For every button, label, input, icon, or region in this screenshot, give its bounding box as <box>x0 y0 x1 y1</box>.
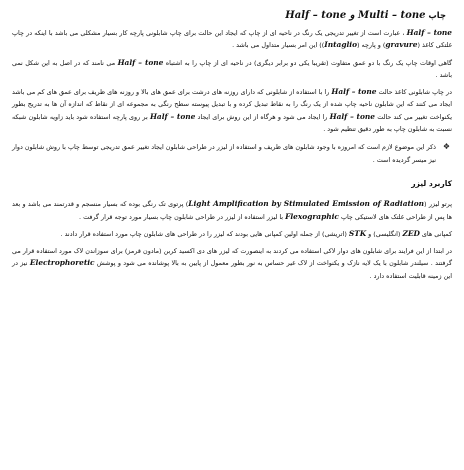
paragraph-text: (اتریشی) از جمله اولین کمپانی هایی بودند که لیزر را در طراحی های شابلون چاپ مورد استفاده قرار دادند . <box>60 229 349 238</box>
term-halftone: Half – tone <box>117 57 164 67</box>
paragraph-text: ، عبارت است از تغییر تدریجی یک رنگ در ناحیه ای از چاپ که ایجاد این حالت برای چاپ شابلونی پارچه کار بسیار مشکلی می باشد با اینکه در چاپ غلتکی کاغذ ( <box>12 29 452 50</box>
term-flexographic: Flexographic <box>285 211 339 221</box>
paragraph-misnaming <box>12 57 452 82</box>
paragraph-text: پرتو لیزر ( <box>424 200 452 209</box>
paragraph-text: گاهی اوقات چاپ یک رنگ با دو عمق متفاوت (تقریبا یکی دو برابر دیگری) در ناحیه ای از چاپ را به اشتباه <box>163 58 452 67</box>
paragraph-laser-definition <box>12 198 452 223</box>
diamond-bullet-icon: ❖ <box>442 142 450 152</box>
section-heading: کاربرد لیزر <box>411 178 452 188</box>
paragraph-text: کمپانی های <box>419 229 452 238</box>
term-electrophoretic: Electrophoretic <box>29 258 95 268</box>
term-halftone: Half – tone <box>331 87 377 97</box>
paragraph-text: ) پرتوی تک رنگی بوده که بسیار منسجم و قدرتمند می باشد و بعد ها پس از طراحی غلتک های لاستیکی چاپ <box>12 200 452 221</box>
term-intaglio: Intaglio <box>324 40 358 50</box>
paragraph-text: ) و پارچه ( <box>357 41 386 50</box>
paragraph-text: می نامند که در اصل به این شکل نمی باشد . <box>12 58 452 79</box>
title-latin: Half – tone و Multi – tone <box>285 10 426 21</box>
paragraph-text: (انگلیسی) و <box>366 229 403 238</box>
paragraph-text: در ابتدا از این فرایند برای شابلون های دوار لاکی استفاده می کردند به اینصورت که لیزر های دی اکسید کربن (مادون قرمز) برای سوزاندن لاک مورد استفاده قرار می گرفتند . سیلندر شابلون با یک لایه نازک و یکنواخت از لاک غیر حساس به نور بطور معمول از پایین به بالا پوشانده می شود و پوشش <box>12 247 452 268</box>
paragraph-text: )) این امر بسیار متداول می باشد . <box>232 41 325 50</box>
paragraph-text: را با استفاده از شابلونی که دارای روزنه های درشت برای عمق های بالا و روزنه های ظریف برای عمق های کم می باشد ایجاد می کنند که این شابلون ناحیه چاپ شده از یک رنگ را به نقاط تبدیل کرده و با تبدیل پیوسته سطح رنگی به مجموعه ای از نقاط که اندازه آن ها به تدریج بطور یکنواخت تغییر می کند حالت <box>12 88 453 121</box>
page-title <box>12 8 446 23</box>
title-persian: چاپ <box>428 10 446 20</box>
term-halftone: Half – tone <box>406 28 452 37</box>
paragraph-text: در چاپ شابلونی کاغذ حالت <box>376 88 452 97</box>
term-gravure: gravure <box>385 40 418 50</box>
term-zed: ZED <box>402 228 420 238</box>
bullet-text: ذکر این موضوع لازم است که امروزه با وجود شابلون های ظریف و استفاده از لیزر در طراحی شابلون ایجاد تغییر عمق تدریجی توسط چاپ با روش شابلون دوار نیز میسر گردیده است . <box>12 143 436 164</box>
paragraph-text: نیز در این زمینه قابلیت استفاده دارد . <box>12 259 452 280</box>
paragraph-lacquer-process <box>12 245 452 282</box>
paragraph-text: بر روی پارچه استفاده شود باید زاویه شابلون شبکه نسبت به شابلون چاپ به طور دقیق تنظیم شود . <box>12 112 452 134</box>
bullet-note <box>12 141 452 166</box>
term-halftone: Half – tone <box>149 111 196 121</box>
paragraph-text: با لیزر استفاده از لیزر در طراحی شابلون چاپ بسیار مورد توجه قرار گرفت . <box>79 212 286 221</box>
term-stk: STK <box>348 228 367 238</box>
paragraph-screen-printing <box>12 86 452 135</box>
term-laser-acronym: Light Amplification by Stimulated Emission of Radiation <box>188 199 425 209</box>
paragraph-halftone-definition <box>12 27 452 52</box>
term-halftone: Half – tone <box>329 111 375 121</box>
paragraph-text: را ایجاد می شود و هرگاه از این روش برای ایجاد <box>195 112 330 121</box>
paragraph-companies <box>12 228 452 240</box>
